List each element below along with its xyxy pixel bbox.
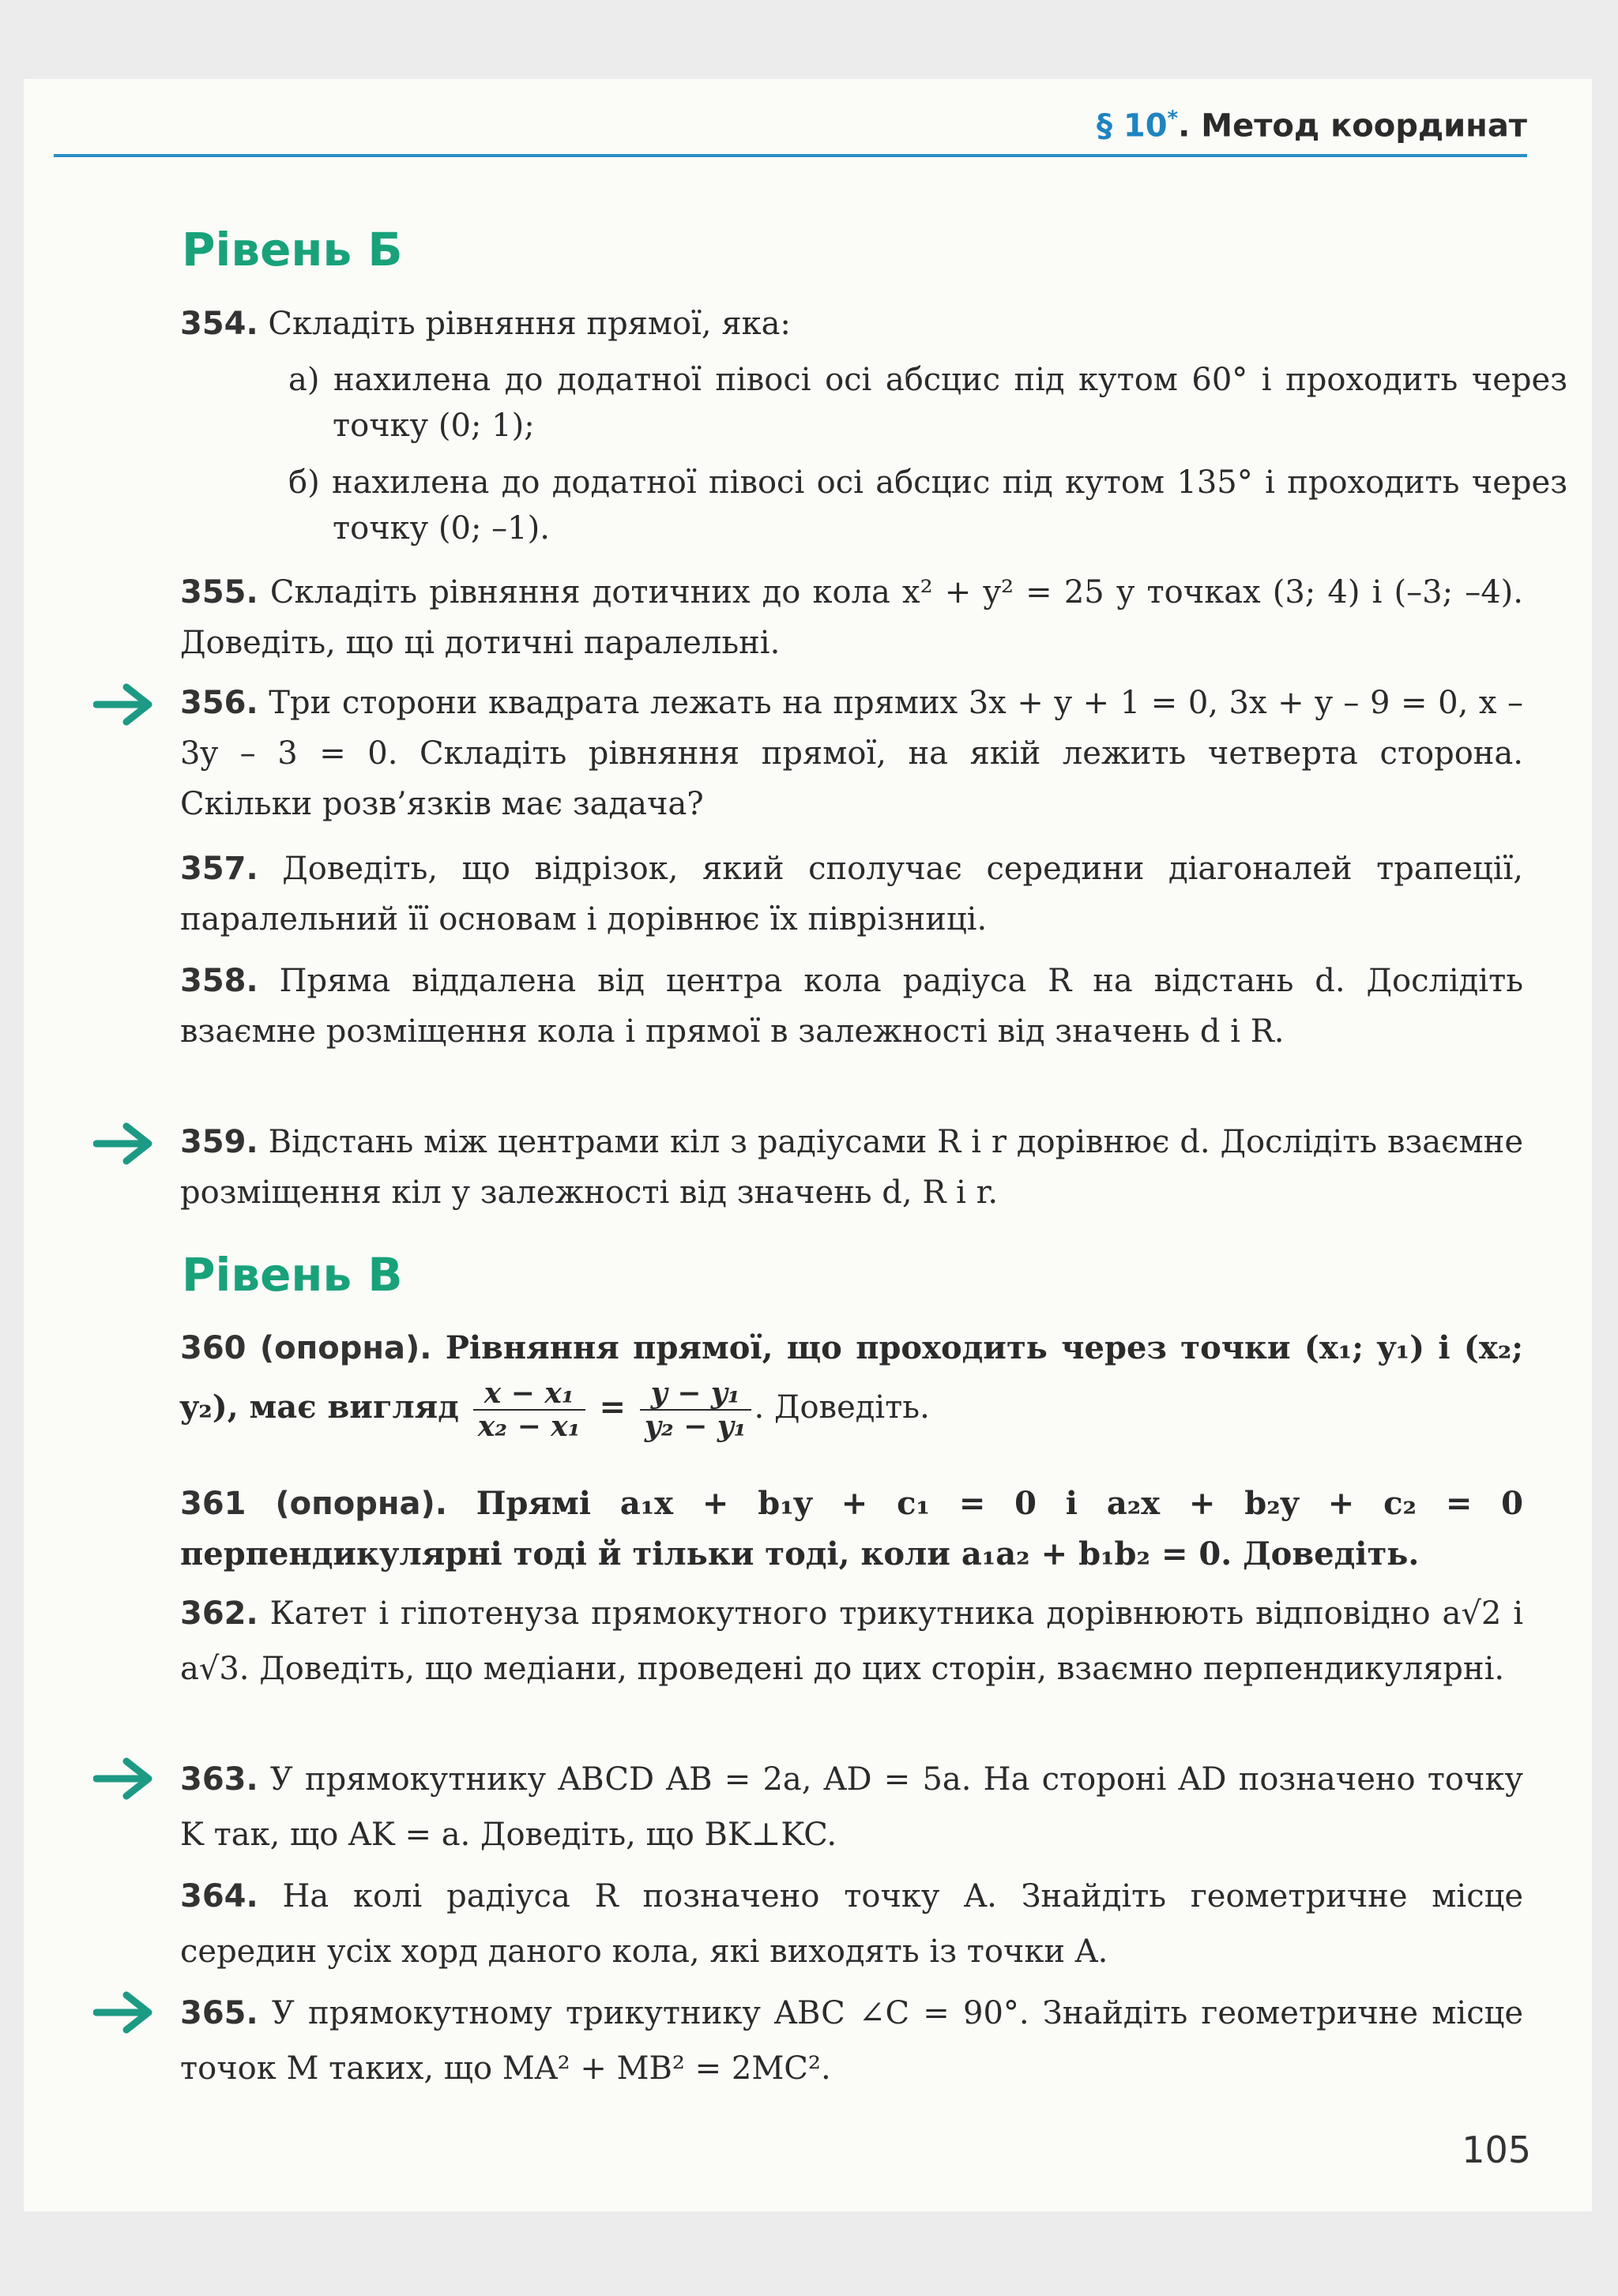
level-v-heading: Рівень В [182, 1248, 403, 1302]
problem-354-b: б) нахилена до додатної півосі осі абсцис під кутом 135° і проходить через точку (0; –1). [288, 464, 1567, 547]
equals-sign: = [599, 1388, 626, 1426]
problem-text: Три сторони квадрата лежать на прямих 3x + y + 1 = 0, 3x + y – 9 = 0, x – 3y – 3 = 0. Складіть рівняння прямої, на якій лежить четверта сторона. Скільки розв’язків має задача? [180, 685, 1523, 822]
problem-360 [180, 1319, 1523, 1442]
problem-356 [180, 678, 1523, 829]
problem-text: Катет і гіпотенуза прямокутного трикутника дорівнюють відповідно a√2 і a√3. Доведіть, що медіани, проведені до цих сторін, взаємно перпендикулярні. [180, 1595, 1524, 1687]
problem-363 [180, 1752, 1523, 1862]
level-b-heading: Рівень Б [182, 223, 403, 276]
problem-text: Складіть рівняння прямої, яка: [268, 306, 791, 342]
fraction-denominator: y₂ − y₁ [644, 1410, 747, 1443]
problem-361 [180, 1479, 1523, 1580]
problem-number: 362. [180, 1595, 258, 1632]
problem-text: Прямі a₁x + b₁y + c₁ = 0 і a₂x + b₂y + c₂ = 0 перпендикулярні тоді й тільки тоді, коли a₁a₂ + b₁b₂ = 0. Доведіть. [180, 1485, 1523, 1573]
problem-number: 360 (опорна). [180, 1330, 432, 1366]
problem-text: Складіть рівняння дотичних до кола x² + y² = 25 у точках (3; 4) і (–3; –4). Доведіть, що ці дотичні паралельні. [180, 574, 1524, 661]
problem-362 [180, 1586, 1523, 1697]
arrow-icon [93, 681, 156, 728]
problem-365 [180, 1986, 1523, 2096]
problem-number: 364. [180, 1878, 258, 1915]
fraction-numerator: x − x₁ [473, 1377, 585, 1411]
problem-text: У прямокутному трикутнику ABC ∠C = 90°. Знайдіть геометричне місце точок M таких, що MA² + MB² = 2MC². [180, 1995, 1524, 2087]
problem-number: 355. [180, 574, 258, 611]
fraction-y [640, 1377, 751, 1442]
section-title: . Метод координат [1178, 107, 1527, 145]
problem-364 [180, 1869, 1523, 1979]
problem-number: 359. [180, 1124, 258, 1160]
header-text [1097, 107, 1527, 144]
problem-number: 363. [180, 1761, 258, 1798]
problem-text: Пряма віддалена від центра кола радіуса R на відстань d. Дослідіть взаємне розміщення кола і прямої в залежності від значень d і R. [180, 963, 1523, 1050]
problem-number: 361 (опорна). [180, 1486, 447, 1522]
problem-354 [180, 299, 1523, 349]
problem-text: На колі радіуса R позначено точку A. Знайдіть геометричне місце середин усіх хорд даного кола, які виходять із точки A. [180, 1878, 1524, 1970]
problem-text: У прямокутнику ABCD AB = 2a, AD = 5a. На стороні AD позначено точку K так, що AK = a. Доведіть, що BK⊥KC. [180, 1761, 1523, 1853]
arrow-icon [93, 1120, 156, 1167]
arrow-icon [93, 1755, 156, 1802]
page-number: 105 [1462, 2129, 1531, 2171]
problem-355 [180, 567, 1523, 668]
fraction-denominator: x₂ − x₁ [477, 1410, 581, 1443]
fraction-x [473, 1377, 585, 1442]
problem-number: 365. [180, 1995, 258, 2031]
problem-354-a: а) нахилена до додатної півосі осі абсцис під кутом 60° і проходить через точку (0; 1); [288, 362, 1567, 444]
problem-number: 358. [180, 963, 258, 999]
problem-number: 354. [180, 306, 258, 342]
fraction-numerator: y − y₁ [640, 1377, 751, 1411]
problem-358 [180, 956, 1523, 1057]
problem-text-end: . Доведіть. [754, 1389, 930, 1426]
section-mark: * [1167, 107, 1179, 130]
problem-text: Відстань між центрами кіл з радіусами R і r дорівнює d. Дослідіть взаємне розміщення кіл у залежності від значень d, R і r. [180, 1124, 1523, 1211]
problem-357 [180, 844, 1523, 945]
section-number: § 10 [1096, 107, 1168, 145]
problem-text: Доведіть, що відрізок, який сполучає середини діагоналей трапеції, паралельний її основам і дорівнює їх піврізниці. [180, 851, 1524, 938]
problem-text: Рівняння прямої, що проходить через точки (x₁; y₁) і (x₂; y₂), має вигляд [180, 1329, 1523, 1426]
arrow-icon [93, 1989, 156, 2036]
problem-359 [180, 1117, 1523, 1218]
problem-number: 357. [180, 851, 258, 887]
running-header [54, 107, 1527, 157]
problem-number: 356. [180, 685, 258, 721]
